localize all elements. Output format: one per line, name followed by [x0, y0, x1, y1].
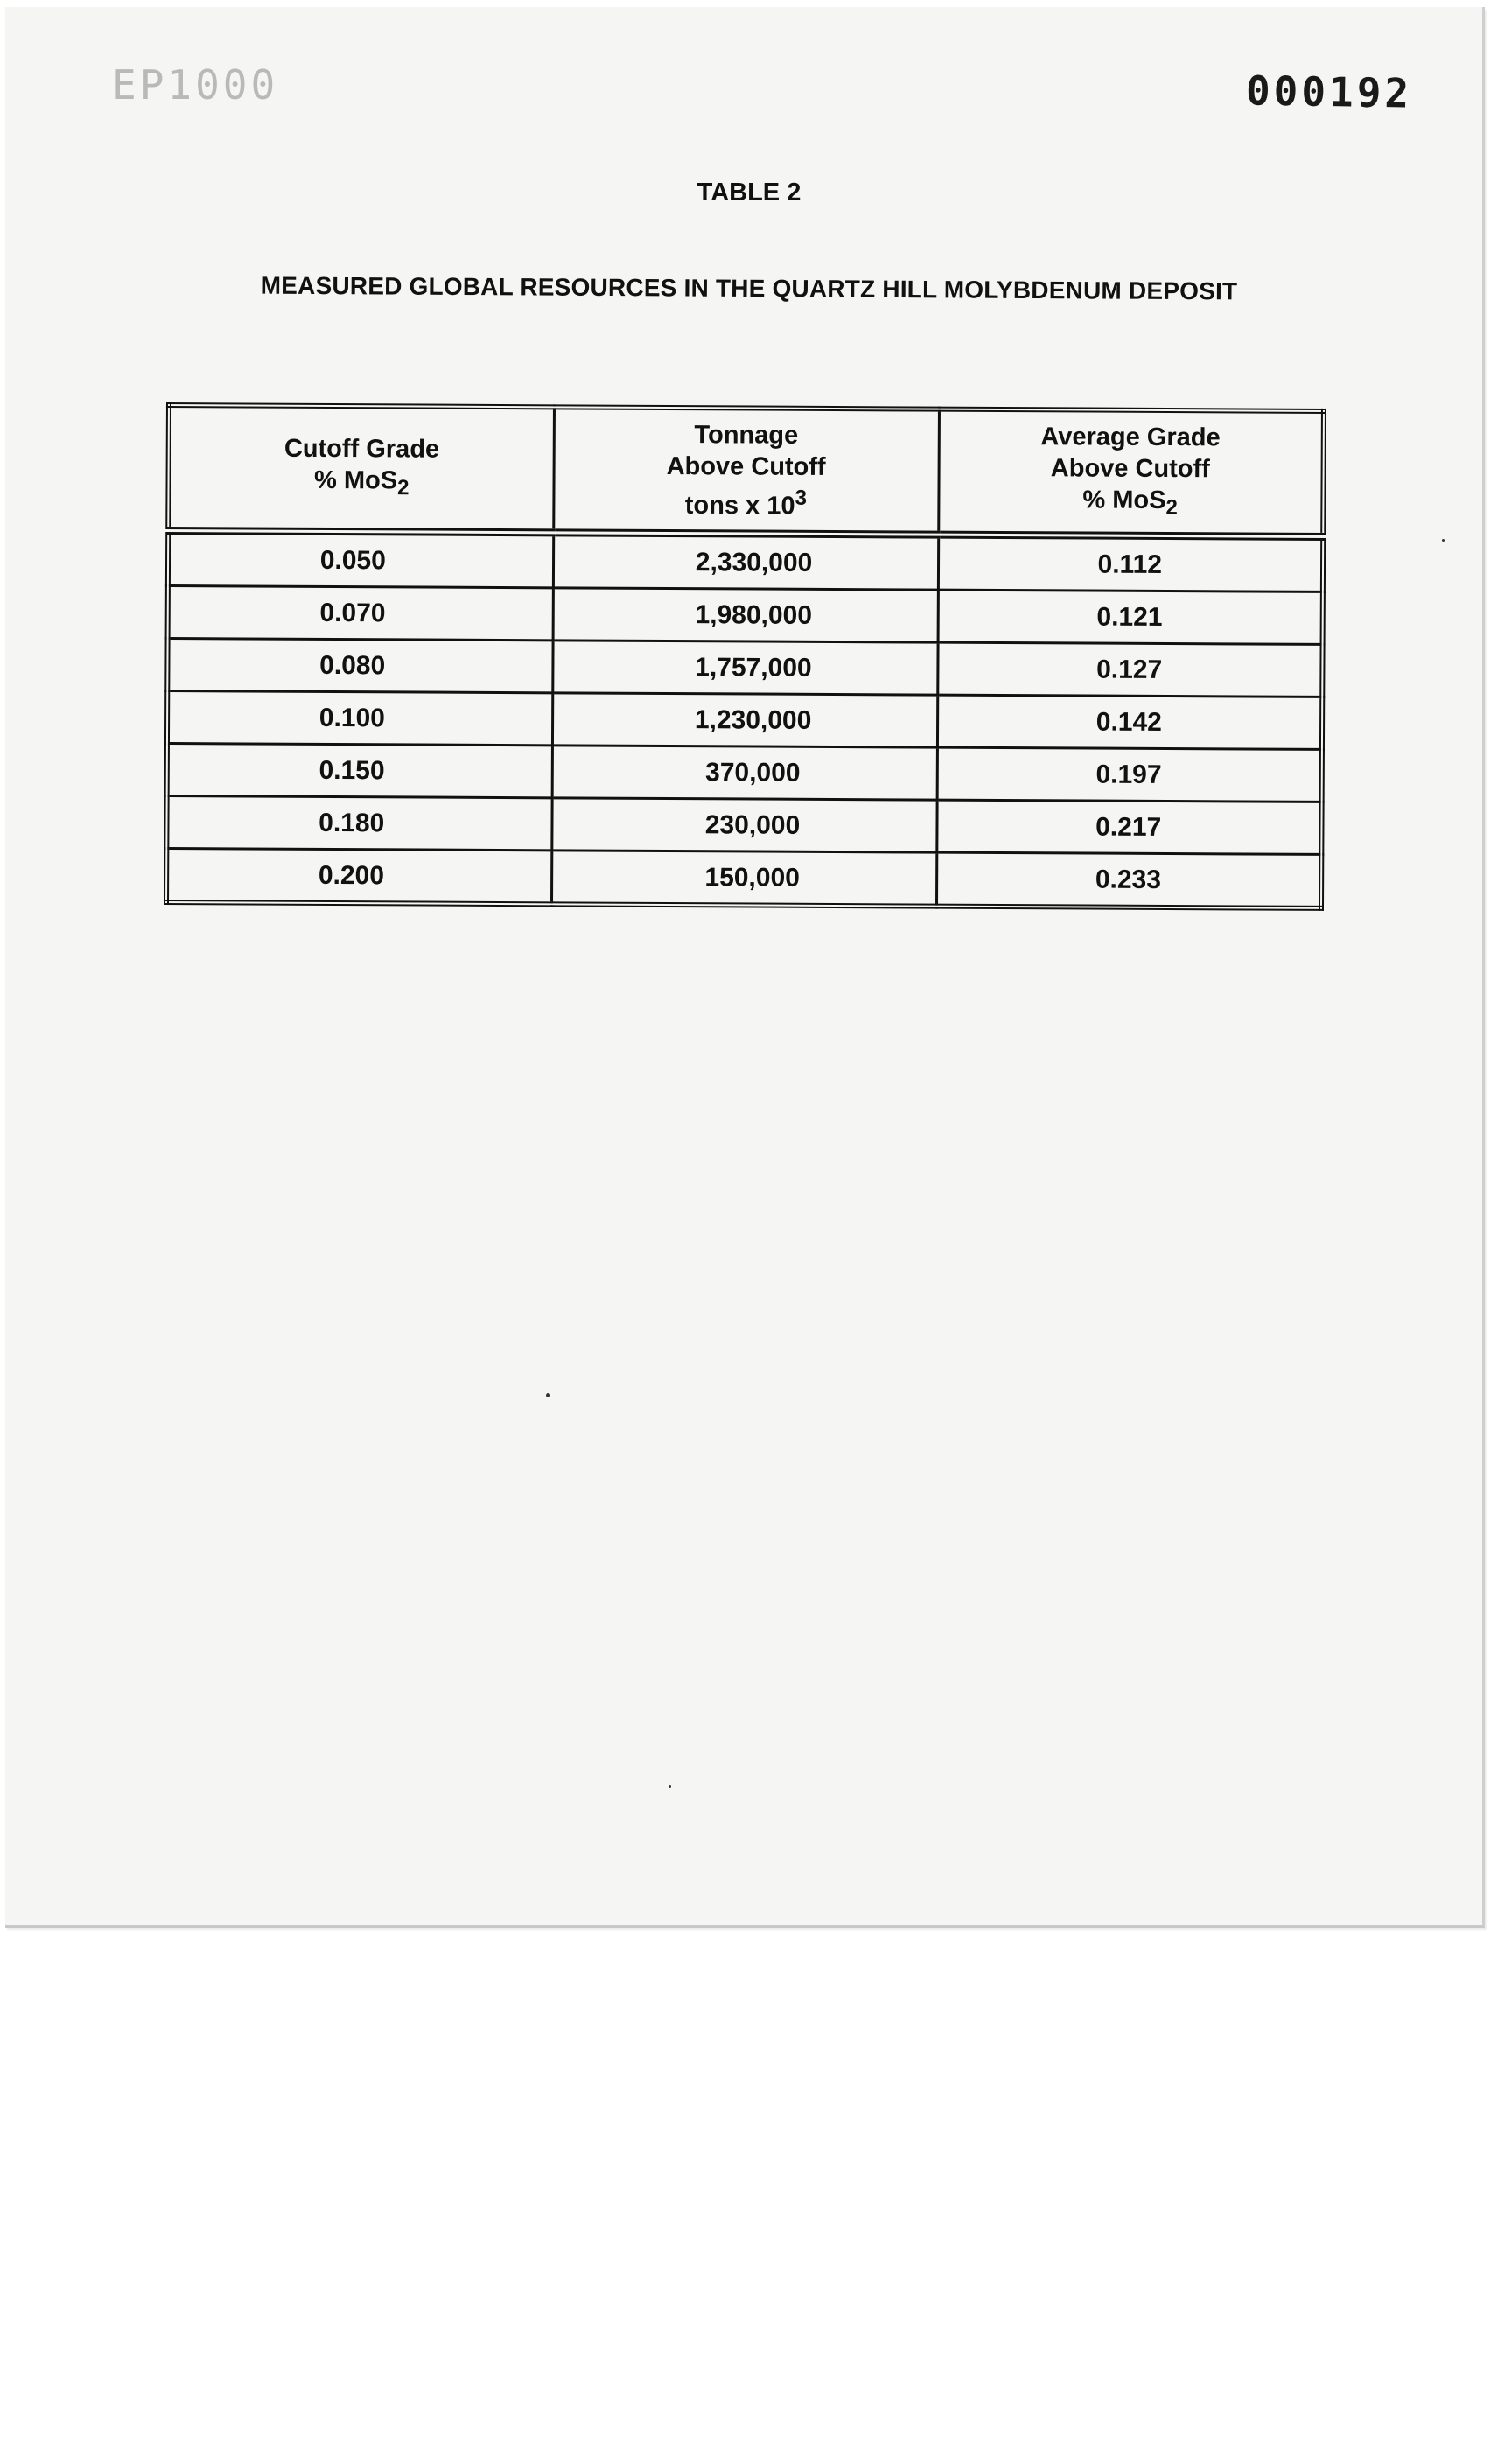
header-tonnage-unit: tons x 10 [684, 491, 795, 521]
cell-average: 0.127 [937, 642, 1322, 696]
cell-cutoff: 0.050 [168, 531, 553, 588]
cell-tonnage: 1,230,000 [552, 693, 937, 747]
cell-cutoff: 0.150 [167, 744, 552, 798]
resources-table [164, 402, 1326, 911]
cell-tonnage: 1,980,000 [553, 588, 938, 642]
header-average-unit: % MoS [1082, 486, 1166, 514]
table-row [166, 849, 1321, 908]
cell-cutoff: 0.080 [167, 639, 552, 693]
cell-cutoff: 0.070 [168, 586, 553, 640]
header-average-subscript: 2 [1166, 495, 1178, 520]
cell-tonnage: 230,000 [551, 798, 936, 852]
scan-speck [1442, 539, 1445, 542]
table-row [168, 531, 1323, 592]
header-tonnage-line1: Tonnage [694, 420, 799, 450]
header-average-line3 [948, 483, 1312, 524]
cell-average: 0.233 [936, 852, 1321, 908]
resources-table-container [164, 402, 1321, 911]
header-cutoff-line1: Cutoff Grade [284, 434, 440, 464]
cell-tonnage: 150,000 [551, 850, 936, 906]
cell-cutoff: 0.100 [167, 691, 552, 746]
cell-tonnage: 1,757,000 [552, 640, 937, 695]
cell-average: 0.121 [938, 590, 1323, 644]
cell-cutoff: 0.200 [166, 849, 551, 905]
header-tonnage [553, 407, 939, 535]
header-average-line1: Average Grade [1040, 422, 1221, 452]
cell-average: 0.217 [936, 800, 1321, 854]
table-row [166, 796, 1321, 855]
scanned-page [5, 7, 1485, 1928]
cell-average: 0.142 [937, 695, 1322, 749]
table-row [167, 691, 1322, 750]
page-number-stamp: 000192 [1245, 66, 1413, 117]
cell-cutoff: 0.180 [166, 796, 551, 850]
header-cutoff-unit: % MoS [313, 466, 398, 494]
batch-stamp: EP1000 [112, 61, 279, 108]
header-cutoff-grade [168, 405, 554, 533]
cell-tonnage: 2,330,000 [553, 533, 938, 590]
header-tonnage-line3 [564, 481, 928, 522]
header-average-grade [938, 410, 1324, 537]
header-cutoff-subscript: 2 [396, 475, 410, 500]
header-tonnage-line2: Above Cutoff [666, 452, 826, 481]
table-row [168, 586, 1323, 645]
cell-tonnage: 370,000 [552, 746, 937, 800]
table-header-row [168, 405, 1324, 536]
cell-average: 0.197 [937, 747, 1322, 802]
scan-speck [668, 1785, 671, 1788]
header-tonnage-superscript: 3 [794, 486, 808, 510]
document-title: MEASURED GLOBAL RESOURCES IN THE QUARTZ HILL MOLYBDENUM DEPOSIT [260, 271, 1238, 305]
table-row [167, 639, 1322, 697]
table-caption: TABLE 2 [696, 178, 802, 206]
cell-average: 0.112 [938, 535, 1323, 592]
header-average-line2: Above Cutoff [1050, 453, 1210, 483]
table-row [167, 744, 1322, 802]
header-cutoff-line2 [179, 464, 543, 505]
scan-speck [546, 1393, 550, 1397]
